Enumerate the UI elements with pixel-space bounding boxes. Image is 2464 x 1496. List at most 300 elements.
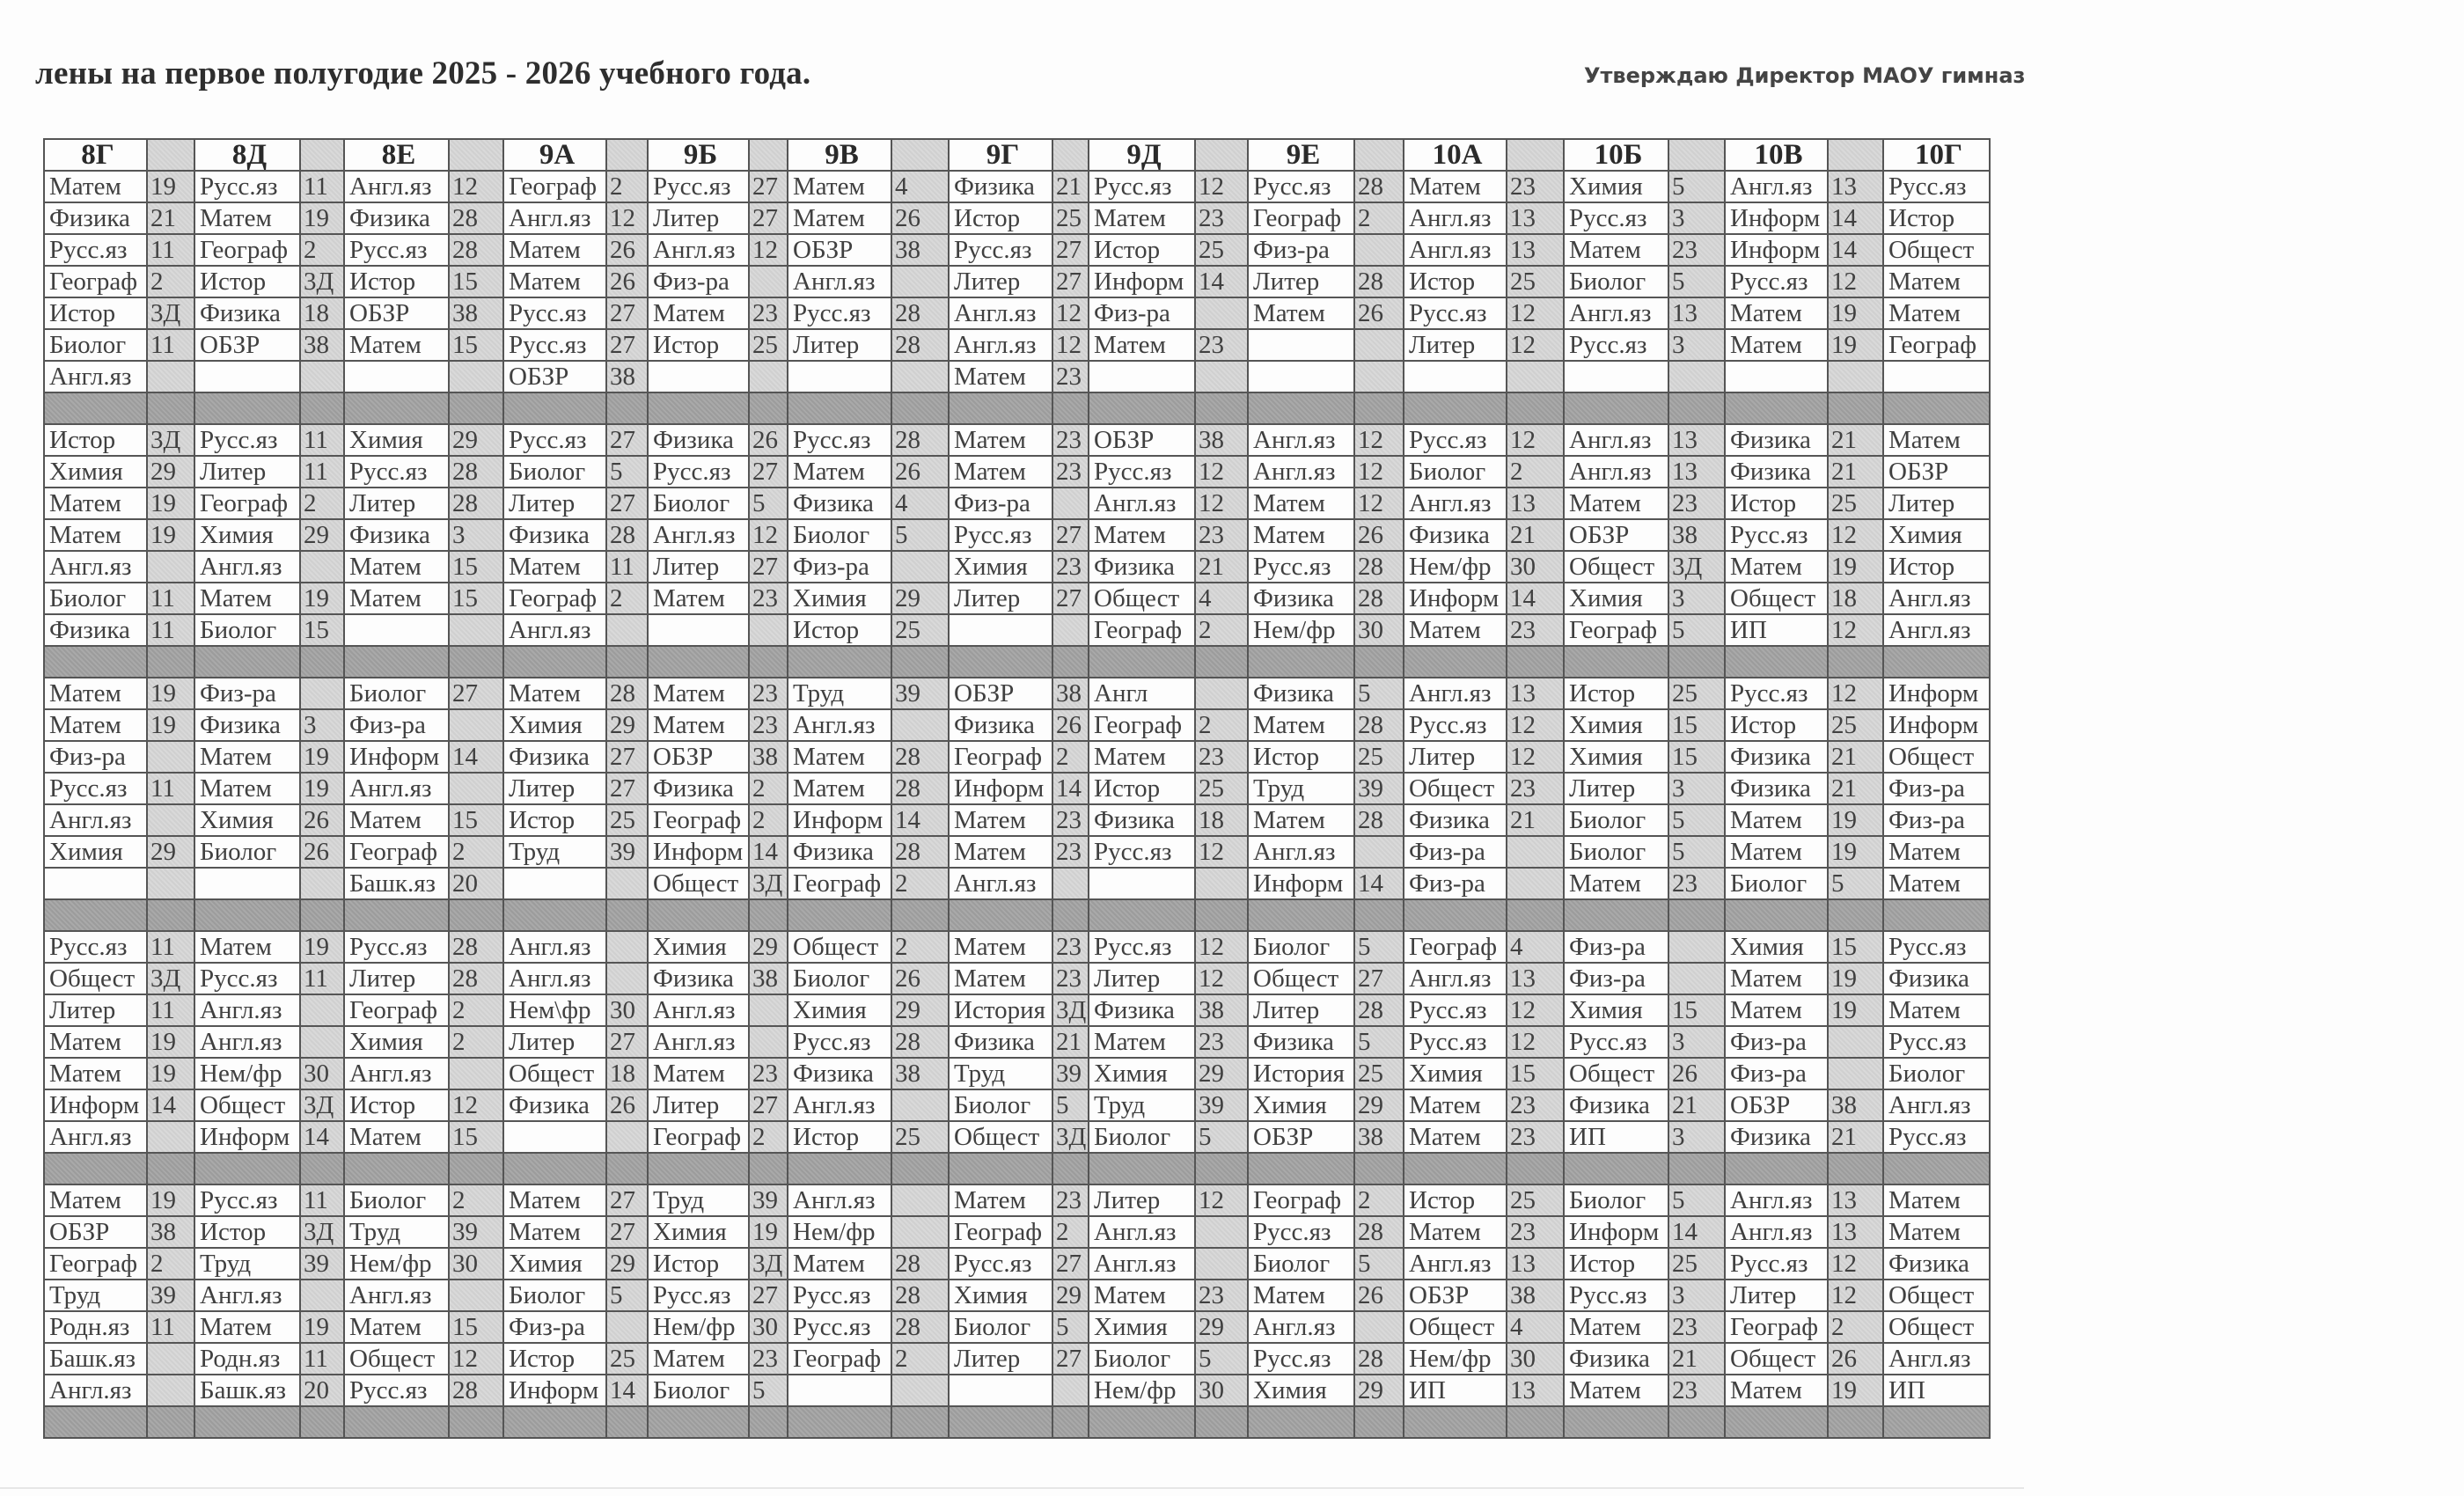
separator-cell bbox=[147, 899, 194, 931]
subject-cell: Англ.яз bbox=[1404, 963, 1507, 994]
subject-cell: Истор bbox=[1564, 678, 1668, 709]
room-cell: 27 bbox=[749, 171, 788, 202]
lesson-row bbox=[44, 1184, 1990, 1216]
room-cell: 39 bbox=[147, 1280, 194, 1311]
room-cell: 18 bbox=[300, 297, 344, 329]
subject-cell: Физика bbox=[44, 614, 147, 646]
room-header bbox=[1828, 139, 1883, 171]
lesson-row bbox=[44, 424, 1990, 456]
room-cell: 29 bbox=[1195, 1058, 1248, 1089]
lesson-row bbox=[44, 234, 1990, 266]
separator-cell bbox=[1404, 1406, 1507, 1438]
room-cell: 3Д bbox=[1668, 551, 1725, 583]
room-cell: 12 bbox=[749, 519, 788, 551]
subject-cell: Физика bbox=[1404, 804, 1507, 836]
separator-cell bbox=[1248, 646, 1354, 678]
separator-cell bbox=[1052, 646, 1089, 678]
subject-cell: Матем bbox=[1248, 804, 1354, 836]
room-cell bbox=[1354, 361, 1404, 392]
room-cell bbox=[1668, 931, 1725, 963]
separator-cell bbox=[1828, 1406, 1883, 1438]
room-cell: 19 bbox=[1828, 1375, 1883, 1406]
subject-cell: Матем bbox=[1089, 329, 1195, 361]
room-cell: 23 bbox=[1507, 1216, 1564, 1248]
subject-cell: Истор bbox=[1089, 234, 1195, 266]
room-cell bbox=[1668, 963, 1725, 994]
subject-cell: Русс.яз bbox=[788, 424, 891, 456]
subject-cell: Литер bbox=[949, 266, 1052, 297]
subject-cell: Литер bbox=[648, 551, 749, 583]
subject-cell: Русс.яз bbox=[503, 424, 606, 456]
room-cell: 2 bbox=[449, 994, 503, 1026]
room-cell: 27 bbox=[749, 551, 788, 583]
room-cell bbox=[891, 1216, 949, 1248]
separator-cell bbox=[1507, 899, 1564, 931]
room-cell: 25 bbox=[1354, 741, 1404, 773]
subject-cell: Истор bbox=[44, 297, 147, 329]
subject-cell: Химия bbox=[1564, 709, 1668, 741]
class-header: 9Д bbox=[1089, 139, 1195, 171]
room-cell: 15 bbox=[449, 551, 503, 583]
room-cell: 2 bbox=[749, 804, 788, 836]
room-cell: 23 bbox=[1507, 773, 1564, 804]
subject-cell: Информ bbox=[344, 741, 449, 773]
subject-cell: Русс.яз bbox=[1089, 171, 1195, 202]
room-cell: 38 bbox=[300, 329, 344, 361]
subject-cell: Литер bbox=[1404, 329, 1507, 361]
subject-cell: Англ.яз bbox=[1089, 1248, 1195, 1280]
subject-cell: Биолог bbox=[344, 1184, 449, 1216]
room-cell bbox=[449, 773, 503, 804]
room-cell: 26 bbox=[1354, 297, 1404, 329]
subject-cell: Русс.яз bbox=[1564, 1280, 1668, 1311]
lesson-row bbox=[44, 741, 1990, 773]
room-cell: 27 bbox=[606, 424, 648, 456]
room-cell: 21 bbox=[1052, 171, 1089, 202]
subject-cell: Нем/фр bbox=[1404, 551, 1507, 583]
subject-cell: Англ.яз bbox=[788, 1089, 891, 1121]
subject-cell: Англ.яз bbox=[194, 1026, 300, 1058]
subject-cell: Русс.яз bbox=[1248, 551, 1354, 583]
page-title: лены на первое полугодие 2025 - 2026 учебного года. bbox=[35, 55, 811, 92]
room-cell: 12 bbox=[1195, 1184, 1248, 1216]
subject-cell: Химия bbox=[1725, 931, 1828, 963]
subject-cell: Химия bbox=[788, 994, 891, 1026]
subject-cell: Матем bbox=[1248, 519, 1354, 551]
subject-cell: Матем bbox=[194, 1311, 300, 1343]
room-cell: 11 bbox=[300, 963, 344, 994]
room-cell bbox=[749, 266, 788, 297]
room-cell: 19 bbox=[300, 931, 344, 963]
room-cell: 12 bbox=[1354, 456, 1404, 488]
subject-cell: Географ bbox=[44, 1248, 147, 1280]
subject-cell bbox=[1089, 361, 1195, 392]
room-cell: 19 bbox=[147, 488, 194, 519]
room-cell: 14 bbox=[749, 836, 788, 868]
room-cell: 30 bbox=[1507, 551, 1564, 583]
room-cell: 28 bbox=[449, 488, 503, 519]
subject-cell: Русс.яз bbox=[1089, 931, 1195, 963]
class-header: 8Г bbox=[44, 139, 147, 171]
subject-cell: Матем bbox=[1725, 297, 1828, 329]
room-cell bbox=[449, 1058, 503, 1089]
room-cell: 29 bbox=[749, 931, 788, 963]
subject-cell: Физ-ра bbox=[648, 266, 749, 297]
subject-cell: Географ bbox=[194, 488, 300, 519]
room-cell: 28 bbox=[891, 297, 949, 329]
subject-cell: Истор bbox=[194, 266, 300, 297]
subject-cell: Матем bbox=[1089, 1026, 1195, 1058]
class-header: 9В bbox=[788, 139, 891, 171]
subject-cell: Русс.яз bbox=[1725, 519, 1828, 551]
separator-cell bbox=[1248, 1153, 1354, 1184]
subject-cell: Англ.яз bbox=[1725, 171, 1828, 202]
room-cell bbox=[749, 994, 788, 1026]
room-cell: 5 bbox=[749, 1375, 788, 1406]
separator-cell bbox=[147, 646, 194, 678]
room-cell: 38 bbox=[1052, 678, 1089, 709]
separator-cell bbox=[44, 1153, 147, 1184]
lesson-row bbox=[44, 773, 1990, 804]
subject-cell: Географ bbox=[44, 266, 147, 297]
room-cell: 19 bbox=[749, 1216, 788, 1248]
subject-cell: Матем bbox=[648, 1058, 749, 1089]
separator-cell bbox=[1564, 392, 1668, 424]
subject-cell: Англ.яз bbox=[949, 329, 1052, 361]
subject-cell: Географ bbox=[344, 994, 449, 1026]
room-cell: 15 bbox=[449, 329, 503, 361]
lesson-row bbox=[44, 1026, 1990, 1058]
subject-cell: Физ-ра bbox=[1564, 931, 1668, 963]
separator-cell bbox=[788, 899, 891, 931]
separator-cell bbox=[949, 1406, 1052, 1438]
subject-cell: Матем bbox=[44, 519, 147, 551]
subject-cell: ИП bbox=[1404, 1375, 1507, 1406]
room-cell: 38 bbox=[1195, 994, 1248, 1026]
lesson-row bbox=[44, 1058, 1990, 1089]
room-cell: 11 bbox=[606, 551, 648, 583]
separator-cell bbox=[1404, 1153, 1507, 1184]
subject-cell: Матем bbox=[1883, 297, 1990, 329]
subject-cell: Труд bbox=[648, 1184, 749, 1216]
separator-cell bbox=[344, 392, 449, 424]
subject-cell: ИП bbox=[1725, 614, 1828, 646]
separator-cell bbox=[449, 899, 503, 931]
subject-cell: Литер bbox=[344, 488, 449, 519]
room-cell: 5 bbox=[1668, 171, 1725, 202]
subject-cell: Русс.яз bbox=[648, 1280, 749, 1311]
lesson-row bbox=[44, 488, 1990, 519]
room-cell: 5 bbox=[1668, 266, 1725, 297]
room-cell bbox=[1052, 1375, 1089, 1406]
room-cell: 19 bbox=[147, 1026, 194, 1058]
subject-cell: Химия bbox=[1404, 1058, 1507, 1089]
subject-cell: Общест bbox=[503, 1058, 606, 1089]
room-cell: 27 bbox=[1052, 1248, 1089, 1280]
room-cell: 13 bbox=[1668, 456, 1725, 488]
subject-cell: Англ.яз bbox=[1248, 456, 1354, 488]
subject-cell: Англ bbox=[1089, 678, 1195, 709]
room-cell bbox=[891, 1375, 949, 1406]
subject-cell: Информ bbox=[1725, 202, 1828, 234]
separator-cell bbox=[1883, 646, 1990, 678]
room-cell: 14 bbox=[1828, 234, 1883, 266]
separator-cell bbox=[1052, 899, 1089, 931]
room-cell: 19 bbox=[147, 1184, 194, 1216]
room-cell: 38 bbox=[606, 361, 648, 392]
room-cell: 14 bbox=[147, 1089, 194, 1121]
subject-cell: Матем bbox=[503, 551, 606, 583]
subject-cell: Русс.яз bbox=[1248, 171, 1354, 202]
room-cell: 30 bbox=[1354, 614, 1404, 646]
room-cell: 14 bbox=[1828, 202, 1883, 234]
room-cell: 28 bbox=[1354, 266, 1404, 297]
room-cell: 15 bbox=[1507, 1058, 1564, 1089]
room-cell: 15 bbox=[300, 614, 344, 646]
subject-cell: Истор bbox=[44, 424, 147, 456]
subject-cell: Физика bbox=[949, 171, 1052, 202]
subject-cell: Русс.яз bbox=[1883, 1026, 1990, 1058]
subject-cell: Матем bbox=[1089, 1280, 1195, 1311]
subject-cell: Матем bbox=[788, 773, 891, 804]
subject-cell: Матем bbox=[344, 1311, 449, 1343]
subject-cell: Англ.яз bbox=[344, 773, 449, 804]
separator-cell bbox=[1507, 1153, 1564, 1184]
separator-cell bbox=[503, 1153, 606, 1184]
room-cell: 13 bbox=[1507, 234, 1564, 266]
room-cell: 27 bbox=[1052, 234, 1089, 266]
room-cell: 5 bbox=[606, 456, 648, 488]
room-cell bbox=[1828, 1058, 1883, 1089]
subject-cell: Матем bbox=[503, 234, 606, 266]
lesson-row bbox=[44, 551, 1990, 583]
room-cell: 2 bbox=[1354, 1184, 1404, 1216]
room-cell: 38 bbox=[749, 741, 788, 773]
subject-cell: Англ.яз bbox=[648, 994, 749, 1026]
room-cell: 23 bbox=[1052, 963, 1089, 994]
separator-cell bbox=[1725, 646, 1828, 678]
room-cell: 12 bbox=[1195, 488, 1248, 519]
separator-cell bbox=[1354, 1153, 1404, 1184]
room-cell: 19 bbox=[147, 709, 194, 741]
room-cell: 11 bbox=[147, 614, 194, 646]
subject-cell: Литер bbox=[1248, 266, 1354, 297]
subject-cell: Русс.яз bbox=[44, 234, 147, 266]
subject-cell: Общест bbox=[1883, 234, 1990, 266]
room-cell: 2 bbox=[449, 1026, 503, 1058]
room-cell: 21 bbox=[1052, 1026, 1089, 1058]
separator-cell bbox=[1883, 1406, 1990, 1438]
separator-cell bbox=[1828, 1153, 1883, 1184]
separator-cell bbox=[1354, 1406, 1404, 1438]
subject-cell: Англ.яз bbox=[194, 551, 300, 583]
separator-cell bbox=[1089, 1406, 1195, 1438]
subject-cell: Матем bbox=[949, 1184, 1052, 1216]
separator-cell bbox=[503, 646, 606, 678]
room-cell: 39 bbox=[1052, 1058, 1089, 1089]
room-cell: 5 bbox=[1052, 1311, 1089, 1343]
subject-cell: Матем bbox=[194, 583, 300, 614]
room-cell: 27 bbox=[606, 1184, 648, 1216]
room-cell: 26 bbox=[1668, 1058, 1725, 1089]
subject-cell: Химия bbox=[1564, 994, 1668, 1026]
room-cell: 5 bbox=[606, 1280, 648, 1311]
room-cell: 21 bbox=[1828, 741, 1883, 773]
subject-cell: Физ-ра bbox=[949, 488, 1052, 519]
room-cell: 19 bbox=[300, 583, 344, 614]
room-cell: 2 bbox=[1195, 709, 1248, 741]
room-cell: 2 bbox=[891, 1343, 949, 1375]
room-cell: 27 bbox=[1052, 1343, 1089, 1375]
room-cell: 25 bbox=[606, 804, 648, 836]
separator-cell bbox=[1404, 392, 1507, 424]
subject-cell: Матем bbox=[1883, 836, 1990, 868]
room-cell: 23 bbox=[1195, 1026, 1248, 1058]
subject-cell: Химия bbox=[949, 1280, 1052, 1311]
subject-cell: Общест bbox=[344, 1343, 449, 1375]
room-cell: 38 bbox=[891, 234, 949, 266]
subject-cell: Литер bbox=[648, 202, 749, 234]
room-cell: 3Д bbox=[147, 424, 194, 456]
room-cell bbox=[147, 868, 194, 899]
room-cell: 23 bbox=[749, 1058, 788, 1089]
subject-cell: Биолог bbox=[1883, 1058, 1990, 1089]
room-cell: 19 bbox=[147, 1058, 194, 1089]
room-cell bbox=[891, 266, 949, 297]
lesson-row bbox=[44, 361, 1990, 392]
class-header: 10Г bbox=[1883, 139, 1990, 171]
room-cell bbox=[749, 1026, 788, 1058]
separator-cell bbox=[1668, 1406, 1725, 1438]
room-cell: 20 bbox=[300, 1375, 344, 1406]
subject-cell: Матем bbox=[949, 836, 1052, 868]
subject-cell: Англ.яз bbox=[1089, 1216, 1195, 1248]
subject-cell: Русс.яз bbox=[194, 171, 300, 202]
subject-cell: ОБЗР bbox=[194, 329, 300, 361]
separator-cell bbox=[44, 392, 147, 424]
separator-cell bbox=[1052, 1153, 1089, 1184]
room-cell: 2 bbox=[891, 931, 949, 963]
subject-cell: Биолог bbox=[1089, 1121, 1195, 1153]
room-cell: 13 bbox=[1828, 1184, 1883, 1216]
room-cell: 4 bbox=[1195, 583, 1248, 614]
subject-cell: Биолог bbox=[1725, 868, 1828, 899]
room-cell bbox=[1195, 361, 1248, 392]
subject-cell: Физика bbox=[1883, 963, 1990, 994]
separator-cell bbox=[606, 1153, 648, 1184]
subject-cell: Истор bbox=[1725, 488, 1828, 519]
subject-cell: Биолог bbox=[1564, 836, 1668, 868]
separator-cell bbox=[503, 899, 606, 931]
subject-cell: Русс.яз bbox=[1089, 456, 1195, 488]
subject-cell: Информ bbox=[44, 1089, 147, 1121]
room-cell: 23 bbox=[749, 297, 788, 329]
subject-cell: Физика bbox=[194, 709, 300, 741]
room-cell bbox=[1354, 1311, 1404, 1343]
room-cell: 29 bbox=[300, 519, 344, 551]
subject-cell: Матем bbox=[344, 551, 449, 583]
subject-cell: Химия bbox=[1564, 171, 1668, 202]
subject-cell: Географ bbox=[1883, 329, 1990, 361]
subject-cell: Матем bbox=[503, 266, 606, 297]
room-cell: 11 bbox=[300, 1184, 344, 1216]
room-cell bbox=[749, 361, 788, 392]
subject-cell: Литер bbox=[1564, 773, 1668, 804]
subject-cell: Нем/фр bbox=[648, 1311, 749, 1343]
room-header bbox=[891, 139, 949, 171]
separator-cell bbox=[1248, 899, 1354, 931]
separator-cell bbox=[1089, 392, 1195, 424]
room-cell: 25 bbox=[1195, 773, 1248, 804]
separator-cell bbox=[300, 1406, 344, 1438]
room-cell: 23 bbox=[1195, 741, 1248, 773]
room-cell: 5 bbox=[1668, 804, 1725, 836]
subject-cell: Матем bbox=[503, 1184, 606, 1216]
room-cell: 30 bbox=[606, 994, 648, 1026]
room-cell bbox=[1507, 836, 1564, 868]
room-cell: 11 bbox=[300, 171, 344, 202]
room-cell: 28 bbox=[606, 519, 648, 551]
room-cell: 3 bbox=[1668, 773, 1725, 804]
subject-cell: Химия bbox=[648, 931, 749, 963]
subject-cell: Информ bbox=[1089, 266, 1195, 297]
room-cell bbox=[300, 1026, 344, 1058]
room-cell bbox=[147, 551, 194, 583]
subject-cell: Географ bbox=[1248, 1184, 1354, 1216]
room-cell: 21 bbox=[147, 202, 194, 234]
room-cell: 26 bbox=[300, 804, 344, 836]
separator-cell bbox=[788, 1153, 891, 1184]
separator-cell bbox=[1828, 899, 1883, 931]
subject-cell: Географ bbox=[1564, 614, 1668, 646]
separator-cell bbox=[1089, 1153, 1195, 1184]
subject-cell: Литер bbox=[1404, 741, 1507, 773]
room-cell: 2 bbox=[1195, 614, 1248, 646]
room-cell: 29 bbox=[1195, 1311, 1248, 1343]
subject-cell: Матем bbox=[1248, 709, 1354, 741]
separator-cell bbox=[1354, 646, 1404, 678]
room-cell: 29 bbox=[147, 836, 194, 868]
room-cell: 12 bbox=[449, 1343, 503, 1375]
room-cell: 25 bbox=[749, 329, 788, 361]
subject-cell: Биолог bbox=[194, 614, 300, 646]
lesson-row bbox=[44, 678, 1990, 709]
subject-cell: Физика bbox=[788, 488, 891, 519]
separator-cell bbox=[1883, 392, 1990, 424]
subject-cell: Литер bbox=[503, 773, 606, 804]
room-cell: 38 bbox=[449, 297, 503, 329]
room-header bbox=[749, 139, 788, 171]
subject-cell: Химия bbox=[503, 1248, 606, 1280]
room-cell: 19 bbox=[1828, 836, 1883, 868]
room-cell: 23 bbox=[749, 709, 788, 741]
room-cell: 19 bbox=[300, 741, 344, 773]
subject-cell: Биолог bbox=[648, 488, 749, 519]
subject-cell: Географ bbox=[1089, 709, 1195, 741]
room-cell: 23 bbox=[1195, 329, 1248, 361]
subject-cell: Русс.яз bbox=[503, 297, 606, 329]
subject-cell: Истор bbox=[1725, 709, 1828, 741]
separator-cell bbox=[449, 646, 503, 678]
lesson-row bbox=[44, 931, 1990, 963]
room-cell bbox=[1354, 836, 1404, 868]
room-cell: 12 bbox=[1052, 329, 1089, 361]
subject-cell: Физика bbox=[344, 202, 449, 234]
subject-cell: Физика bbox=[1248, 678, 1354, 709]
room-cell: 28 bbox=[891, 1280, 949, 1311]
subject-cell: Физика bbox=[1089, 994, 1195, 1026]
room-cell: 3Д bbox=[300, 1216, 344, 1248]
